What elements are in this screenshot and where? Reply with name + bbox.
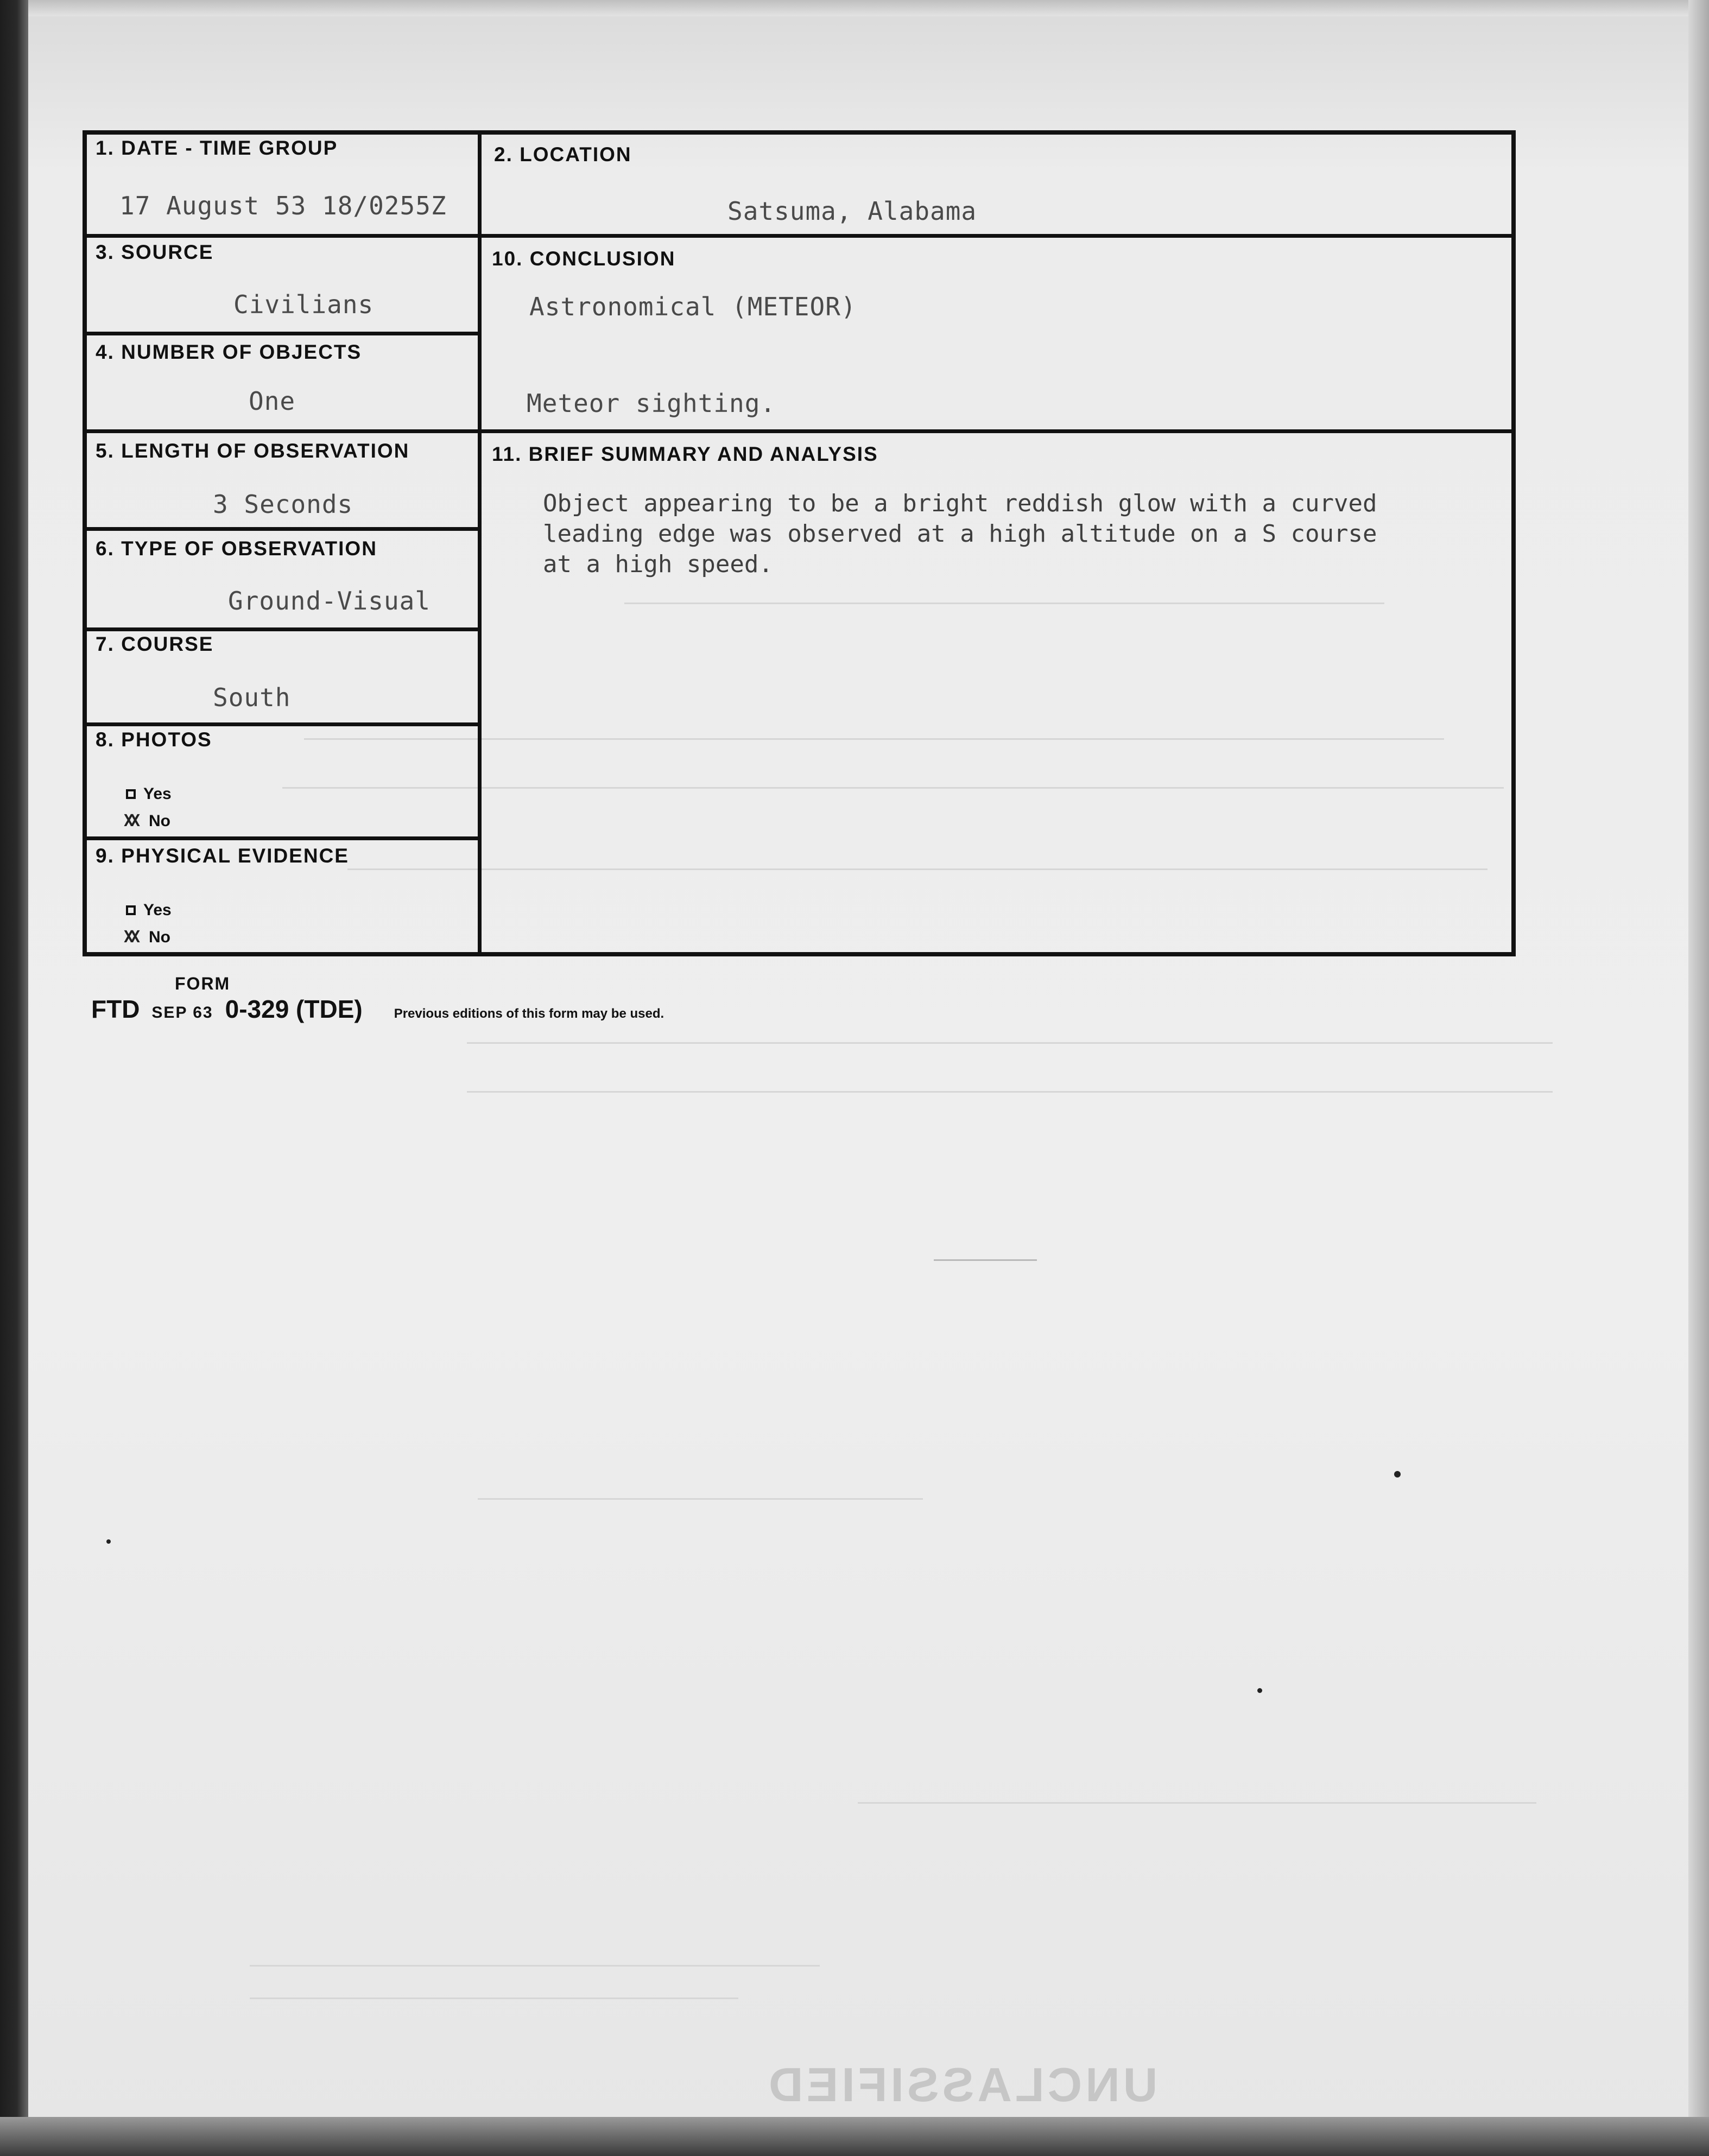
summary-line: Object appearing to be a bright reddish glow with a curved (543, 490, 1377, 517)
previous-editions-note: Previous editions of this form may be used. (394, 1006, 664, 1021)
dust-speck (1257, 1688, 1262, 1693)
empty-checkbox-icon[interactable] (126, 789, 136, 799)
x-mark-icon[interactable]: XX (124, 928, 137, 947)
length-of-observation-label: 5. LENGTH OF OBSERVATION (96, 440, 410, 462)
location-value: Satsuma, Alabama (727, 196, 977, 226)
empty-checkbox-icon[interactable] (126, 905, 136, 915)
bleed-through-line (250, 1965, 820, 1967)
course-label: 7. COURSE (96, 633, 214, 655)
course-value: South (213, 683, 291, 712)
classification-stamp: UNCLASSIFIED (765, 2058, 1158, 2111)
source-label: 3. SOURCE (96, 241, 214, 263)
scan-edge-left (0, 0, 28, 2156)
physical-evidence-yes-option[interactable] (126, 901, 172, 920)
physical-evidence-yes-label: Yes (143, 901, 172, 919)
row-divider (87, 527, 478, 531)
photos-label: 8. PHOTOS (96, 728, 212, 751)
bleed-through-line (467, 1091, 1553, 1093)
bleed-through-line (467, 1042, 1553, 1044)
row-divider (87, 627, 478, 631)
row-divider (87, 429, 478, 433)
photos-yes-label: Yes (143, 785, 172, 803)
bleed-through-line (478, 1498, 923, 1500)
row-divider (478, 429, 1516, 433)
scan-edge-right (1688, 0, 1709, 2156)
row-divider (478, 234, 1516, 238)
row-divider (87, 332, 478, 335)
bleed-through-line (934, 1259, 1037, 1261)
summary-line: at a high speed. (543, 550, 773, 578)
row-divider (87, 836, 478, 840)
physical-evidence-no-label: No (149, 928, 170, 946)
photos-no-option[interactable] (124, 812, 170, 830)
x-mark-icon[interactable]: XX (124, 811, 137, 830)
dust-speck (1394, 1471, 1401, 1478)
form-date: SEP 63 (151, 1004, 213, 1022)
physical-evidence-label: 9. PHYSICAL EVIDENCE (96, 845, 349, 867)
ftd-label: FTD (91, 995, 140, 1023)
location-label: 2. LOCATION (494, 143, 632, 166)
row-divider (87, 722, 478, 726)
summary-label: 11. BRIEF SUMMARY AND ANALYSIS (492, 443, 878, 465)
scan-edge-top (0, 0, 1709, 16)
form-word: FORM (175, 974, 231, 993)
conclusion-label: 10. CONCLUSION (492, 248, 676, 270)
number-of-objects-value: One (249, 386, 296, 416)
photos-yes-option[interactable] (126, 785, 172, 803)
length-of-observation-value: 3 Seconds (213, 490, 353, 519)
type-of-observation-value: Ground-Visual (228, 586, 431, 616)
type-of-observation-label: 6. TYPE OF OBSERVATION (96, 537, 377, 560)
bleed-through-line (858, 1802, 1536, 1804)
dust-speck (106, 1539, 111, 1544)
summary-line: leading edge was observed at a high altitude on a S course (543, 520, 1377, 548)
conclusion-detail: Meteor sighting. (527, 389, 776, 418)
physical-evidence-no-option[interactable] (124, 928, 170, 947)
conclusion-value: Astronomical (METEOR) (529, 292, 857, 321)
date-time-group-value: 17 August 53 18/0255Z (119, 191, 447, 220)
row-divider (87, 234, 478, 238)
source-value: Civilians (233, 290, 374, 319)
bleed-through-line (250, 1998, 738, 1999)
date-time-group-label: 1. DATE - TIME GROUP (96, 137, 338, 159)
number-of-objects-label: 4. NUMBER OF OBJECTS (96, 341, 362, 363)
form-footer (91, 994, 664, 1024)
summary-text (543, 489, 1509, 580)
column-divider (478, 135, 482, 952)
photos-no-label: No (149, 812, 170, 830)
scan-edge-bottom (0, 2117, 1709, 2156)
form-number: 0-329 (TDE) (225, 995, 363, 1023)
